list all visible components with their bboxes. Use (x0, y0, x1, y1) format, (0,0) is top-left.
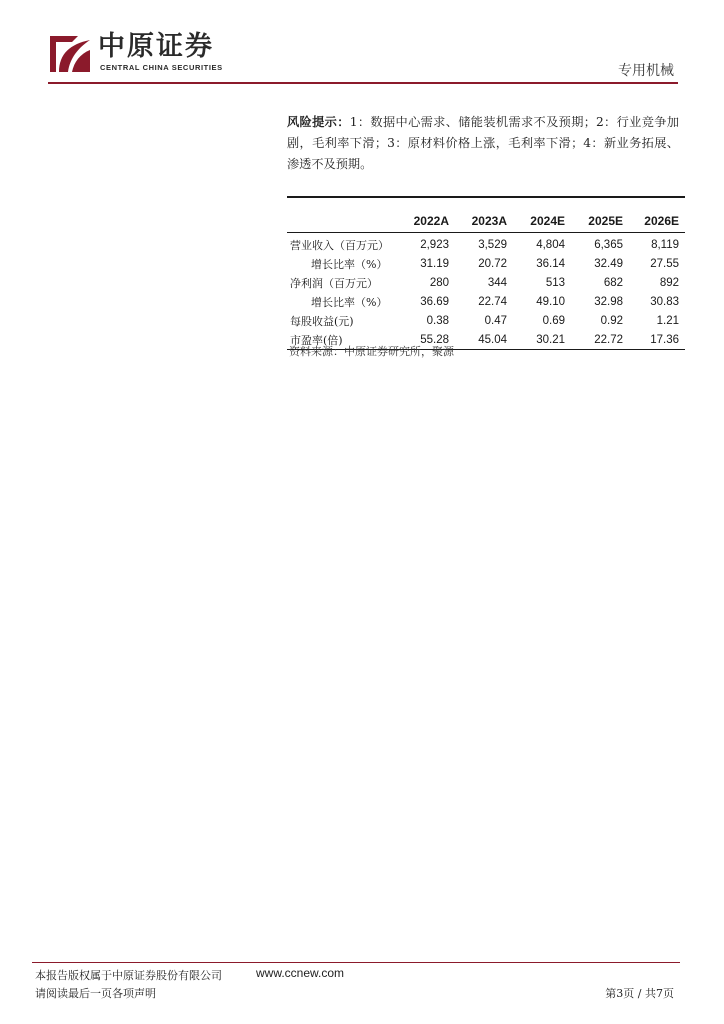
table-cell: 30.83 (650, 295, 679, 308)
table-row (287, 311, 685, 330)
table-row (287, 254, 685, 273)
brand-name-cn: 中原证券 (98, 31, 214, 62)
column-header: 2026E (629, 197, 685, 233)
table-cell: 22.72 (571, 330, 629, 350)
table-cell: 3,529 (478, 238, 507, 251)
table-cell: 0.92 (600, 314, 623, 327)
table-cell: 682 (603, 276, 623, 289)
table-cell: 20.72 (478, 257, 507, 270)
row-label: 净利润（百万元） (290, 276, 378, 290)
table-cell: 22.74 (478, 295, 507, 308)
column-header: 2025E (571, 197, 629, 233)
row-label: 增长比率（%） (311, 257, 388, 271)
table-cell: 280 (429, 276, 449, 289)
table-cell: 32.49 (594, 257, 623, 270)
column-header: 2024E (513, 197, 571, 233)
table-cell: 892 (659, 276, 679, 289)
page-header (0, 0, 724, 90)
risk-warning (287, 112, 679, 175)
central-china-securities-logo-icon (48, 34, 92, 74)
footer-copyright: 本报告版权属于中原证券股份有限公司 (35, 969, 222, 982)
table-cell: 30.21 (513, 330, 571, 350)
column-header (287, 197, 397, 233)
table-cell: 27.55 (650, 257, 679, 270)
table-cell: 344 (487, 276, 507, 289)
brand-name-en: CENTRAL CHINA SECURITIES (100, 63, 223, 72)
row-label: 增长比率（%） (311, 295, 388, 309)
table-cell: 513 (545, 276, 565, 289)
table-source-note: 资料来源：中原证券研究所，聚源 (289, 345, 454, 358)
table-row (287, 273, 685, 292)
page-number: 第3页 / 共7页 (605, 987, 674, 1000)
table-row (287, 292, 685, 311)
risk-warning-text: 1：数据中心需求、储能装机需求不及预期；2：行业竞争加剧，毛利率下滑；3：原材料价格上涨，毛利率下滑；4：新业务拓展、渗透不及预期。 (287, 115, 679, 171)
report-section-label: 专用机械 (618, 63, 674, 79)
column-header: 2023A (455, 197, 513, 233)
footer-website-link[interactable]: www.ccnew.com (256, 966, 345, 980)
row-label: 每股收益(元) (290, 314, 354, 328)
row-label: 市盈率(倍) (287, 330, 397, 350)
table-cell: 32.98 (594, 295, 623, 308)
table-cell: 6,365 (594, 238, 623, 251)
table-cell: 36.14 (536, 257, 565, 270)
table-cell: 45.04 (455, 330, 513, 350)
table-cell: 31.19 (420, 257, 449, 270)
table-cell: 0.38 (426, 314, 449, 327)
financial-forecast-table (287, 196, 685, 350)
footer-divider (32, 962, 680, 963)
table-cell: 4,804 (536, 238, 565, 251)
risk-warning-label: 风险提示： (287, 115, 350, 129)
table-cell: 36.69 (420, 295, 449, 308)
header-divider (48, 82, 678, 84)
column-header: 2022A (397, 197, 455, 233)
table-cell: 49.10 (536, 295, 565, 308)
table-header-row (287, 197, 685, 233)
row-label: 营业收入（百万元） (290, 238, 389, 252)
table-cell: 0.69 (542, 314, 565, 327)
table-cell: 2,923 (420, 238, 449, 251)
table-cell: 55.28 (397, 330, 455, 350)
table-cell: 17.36 (629, 330, 685, 350)
footer-disclaimer-note: 请阅读最后一页各项声明 (35, 987, 156, 1000)
table-cell: 0.47 (484, 314, 507, 327)
table-row (287, 233, 685, 255)
table-cell: 1.21 (656, 314, 679, 327)
table-cell: 8,119 (651, 238, 679, 251)
